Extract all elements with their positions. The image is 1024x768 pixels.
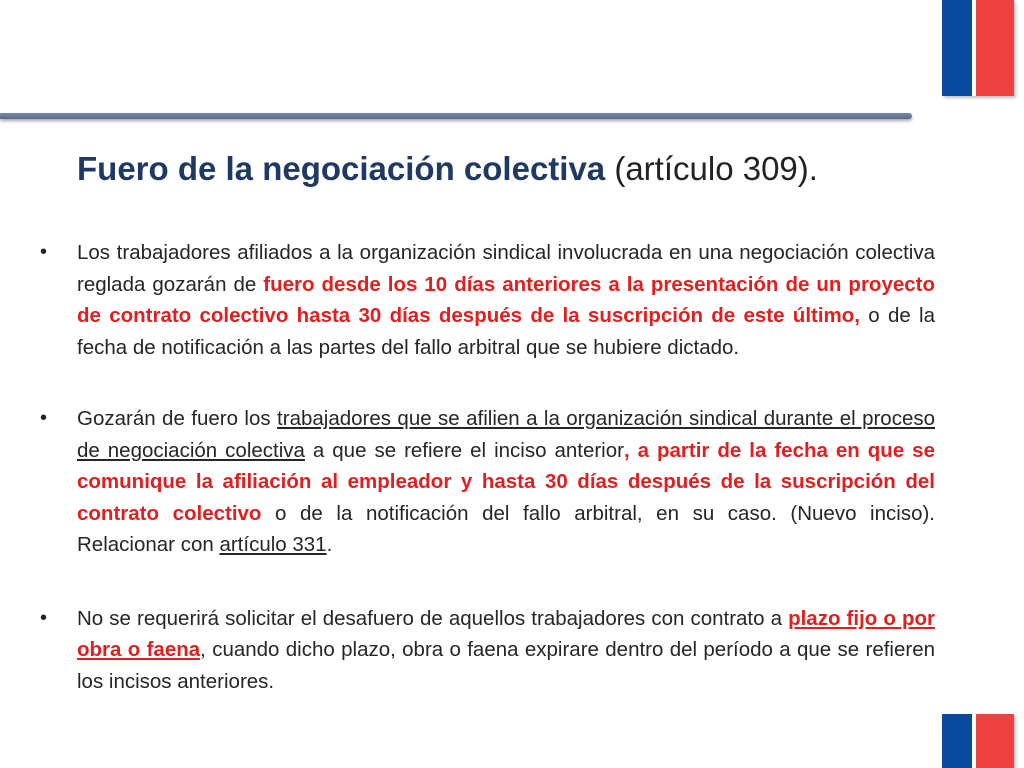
bullet-text: Los trabajadores afiliados a la organización sindical involucrada en una negociación colectiva reglada gozarán de fuero desde los 10 días anteriores a la presentación de un proyecto de contrato colectivo hasta 30 días después de la suscripción de este último, o de la fecha de notificación a las partes del fallo arbitral que se hubiere dictado. <box>77 241 935 359</box>
underlined-affiliated-workers: trabajadores que se afilien a la organización sindical durante el proceso de negociación colectiva <box>77 407 935 462</box>
bullet-text: Gozarán de fuero los trabajadores que se afilien a la organización sindical durante el proceso de negociación colectiva a que se refiere el inciso anterior, a partir de la fecha en que se comunique la afiliación al empleador y hasta 30 días después de la suscripción del contrato colectivo o de la notificación del fallo arbitral, en su caso. (Nuevo inciso). Relacionar con artículo 331. <box>77 407 935 556</box>
slide-title-article: (artículo 309). <box>605 150 818 187</box>
bullet-item <box>40 403 935 561</box>
bullet-marker: • <box>40 407 48 429</box>
bullet-text: No se requerirá solicitar el desafuero de aquellos trabajadores con contrato a plazo fijo o por obra o faena, cuando dicho plazo, obra o faena expirare dentro del período a que se refieren los incisos anteriores. <box>77 606 936 693</box>
title-divider <box>0 113 912 119</box>
slide-title <box>77 150 818 188</box>
chile-flag-logo-top <box>942 0 1014 96</box>
chile-flag-logo-bottom <box>942 714 1014 768</box>
bullet-marker: • <box>40 241 48 263</box>
bullet-list <box>40 237 935 737</box>
bullet-item <box>40 237 935 363</box>
flag-blue-stripe <box>942 714 972 768</box>
highlight-fixed-term-contract: plazo fijo o por obra o faena <box>77 606 935 661</box>
article-331-reference: artículo 331 <box>219 533 327 556</box>
bullet-item <box>40 603 935 698</box>
highlight-fuero-period: fuero desde los 10 días anteriores a la presentación de un proyecto de contrato colectivo hasta 30 días después de la suscripción de este último, <box>77 272 935 327</box>
flag-red-stripe <box>976 714 1014 768</box>
flag-red-stripe <box>976 0 1014 96</box>
slide-title-bold: Fuero de la negociación colectiva <box>77 150 606 187</box>
flag-blue-stripe <box>942 0 972 96</box>
highlight-affiliation-period: , a partir de la fecha en que se comunique la afiliación al empleador y hasta 30 días después de la suscripción del contrato colectivo <box>77 438 935 525</box>
bullet-marker: • <box>40 606 48 629</box>
